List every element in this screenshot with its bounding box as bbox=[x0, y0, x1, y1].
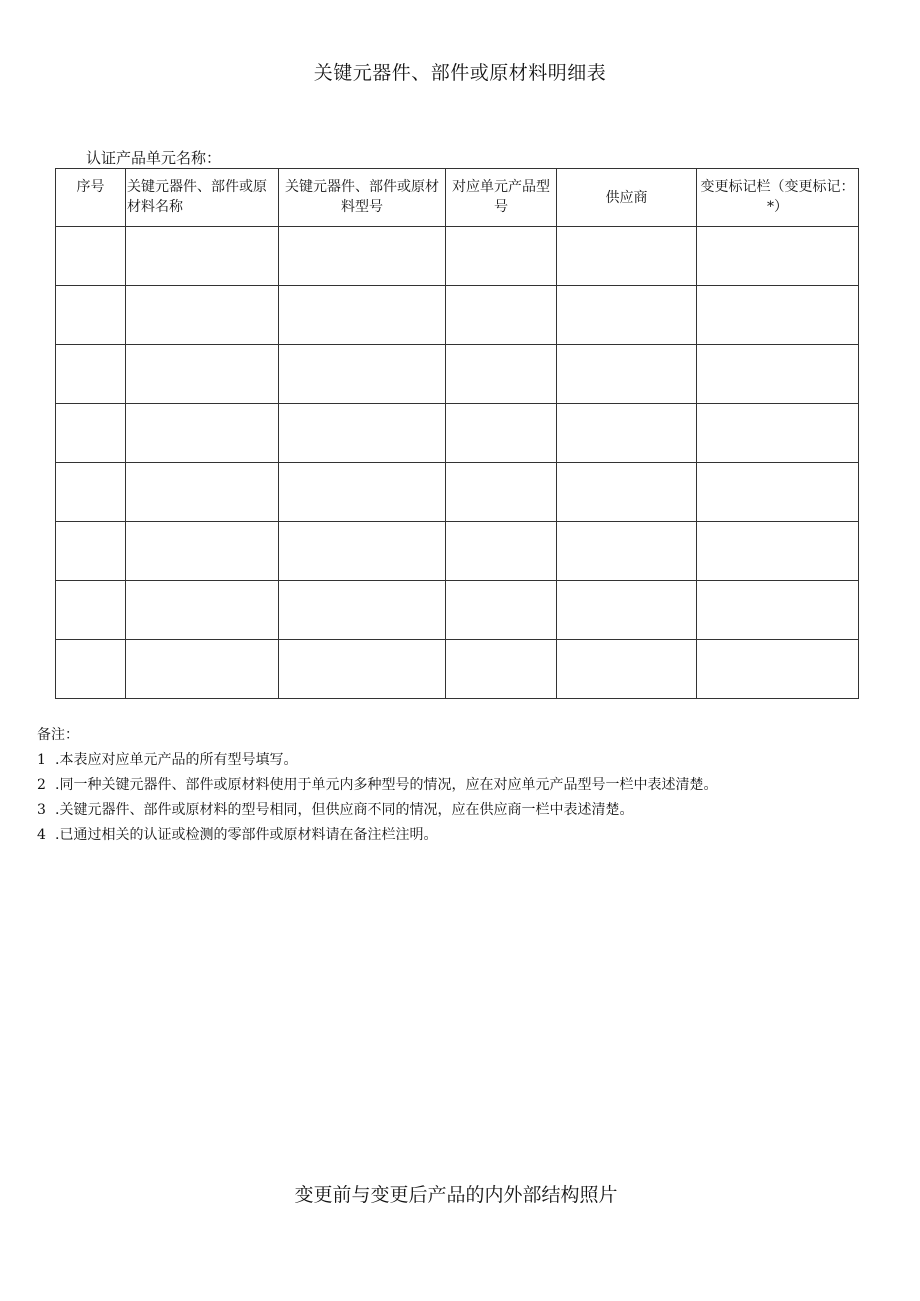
table-cell[interactable] bbox=[557, 640, 697, 699]
note-item bbox=[37, 798, 717, 823]
table-cell[interactable] bbox=[126, 286, 279, 345]
table-row bbox=[56, 286, 859, 345]
header-change-mark: 变更标记栏（变更标记：*） bbox=[697, 169, 859, 227]
table-cell[interactable] bbox=[279, 345, 446, 404]
table-row bbox=[56, 463, 859, 522]
table-cell[interactable] bbox=[56, 345, 126, 404]
document-title: 关键元器件、部件或原材料明细表 bbox=[313, 62, 607, 84]
table-cell[interactable] bbox=[697, 463, 859, 522]
table-cell[interactable] bbox=[557, 404, 697, 463]
table-row bbox=[56, 581, 859, 640]
table-cell[interactable] bbox=[557, 522, 697, 581]
header-component-name: 关键元器件、部件或原材料名称 bbox=[126, 169, 279, 227]
table-cell[interactable] bbox=[56, 581, 126, 640]
table-cell[interactable] bbox=[557, 286, 697, 345]
table-cell[interactable] bbox=[446, 345, 557, 404]
table-cell[interactable] bbox=[279, 404, 446, 463]
table-body bbox=[56, 227, 859, 699]
table-cell[interactable] bbox=[697, 581, 859, 640]
table-cell[interactable] bbox=[279, 227, 446, 286]
table-cell[interactable] bbox=[279, 522, 446, 581]
table-cell[interactable] bbox=[446, 463, 557, 522]
note-text: .关键元器件、部件或原材料的型号相同，但供应商不同的情况，应在供应商一栏中表述清楚。 bbox=[55, 802, 634, 818]
table-cell[interactable] bbox=[446, 640, 557, 699]
table-row bbox=[56, 345, 859, 404]
table-cell[interactable] bbox=[56, 404, 126, 463]
table-cell[interactable] bbox=[126, 227, 279, 286]
table-cell[interactable] bbox=[56, 640, 126, 699]
table-cell[interactable] bbox=[557, 463, 697, 522]
table-cell[interactable] bbox=[446, 522, 557, 581]
table-cell[interactable] bbox=[697, 640, 859, 699]
table-cell[interactable] bbox=[126, 404, 279, 463]
table-cell[interactable] bbox=[126, 640, 279, 699]
table-cell[interactable] bbox=[279, 463, 446, 522]
note-item bbox=[37, 823, 717, 848]
table-cell[interactable] bbox=[697, 227, 859, 286]
table-cell[interactable] bbox=[126, 581, 279, 640]
unit-name-label: 认证产品单元名称： bbox=[86, 149, 222, 167]
note-text: .同一种关键元器件、部件或原材料使用于单元内多种型号的情况，应在对应单元产品型号一栏中表述清楚。 bbox=[55, 777, 718, 793]
notes-heading: 备注： bbox=[37, 727, 79, 743]
table-cell[interactable] bbox=[126, 463, 279, 522]
note-number: 4 bbox=[37, 827, 46, 843]
table-cell[interactable] bbox=[697, 404, 859, 463]
table-header-row bbox=[56, 169, 859, 227]
table-cell[interactable] bbox=[56, 522, 126, 581]
table-cell[interactable] bbox=[557, 227, 697, 286]
header-unit-product-model: 对应单元产品型号 bbox=[446, 169, 557, 227]
table-cell[interactable] bbox=[697, 286, 859, 345]
table-cell[interactable] bbox=[279, 581, 446, 640]
table-cell[interactable] bbox=[56, 286, 126, 345]
table-row bbox=[56, 640, 859, 699]
table-cell[interactable] bbox=[557, 581, 697, 640]
note-number: 3 bbox=[37, 802, 46, 818]
table-cell[interactable] bbox=[279, 640, 446, 699]
table-cell[interactable] bbox=[446, 581, 557, 640]
table-cell[interactable] bbox=[697, 522, 859, 581]
table-cell[interactable] bbox=[126, 345, 279, 404]
table-cell[interactable] bbox=[697, 345, 859, 404]
component-detail-table bbox=[55, 168, 859, 699]
note-text: .本表应对应单元产品的所有型号填写。 bbox=[55, 752, 298, 768]
note-number: 2 bbox=[37, 777, 46, 793]
photo-section-title: 变更前与变更后产品的内外部结构照片 bbox=[294, 1184, 618, 1206]
table-row bbox=[56, 227, 859, 286]
table-row bbox=[56, 522, 859, 581]
table-cell[interactable] bbox=[56, 227, 126, 286]
note-number: 1 bbox=[37, 752, 46, 768]
table-row bbox=[56, 404, 859, 463]
table-cell[interactable] bbox=[56, 463, 126, 522]
header-component-model: 关键元器件、部件或原材料型号 bbox=[279, 169, 446, 227]
header-serial-number: 序号 bbox=[56, 169, 126, 227]
table-cell[interactable] bbox=[557, 345, 697, 404]
note-item bbox=[37, 748, 717, 773]
table-cell[interactable] bbox=[446, 404, 557, 463]
note-text: .已通过相关的认证或检测的零部件或原材料请在备注栏注明。 bbox=[55, 827, 438, 843]
note-item bbox=[37, 773, 717, 798]
table-cell[interactable] bbox=[126, 522, 279, 581]
header-supplier: 供应商 bbox=[557, 169, 697, 227]
table-cell[interactable] bbox=[446, 227, 557, 286]
notes-section bbox=[37, 724, 717, 848]
table-cell[interactable] bbox=[279, 286, 446, 345]
table-cell[interactable] bbox=[446, 286, 557, 345]
